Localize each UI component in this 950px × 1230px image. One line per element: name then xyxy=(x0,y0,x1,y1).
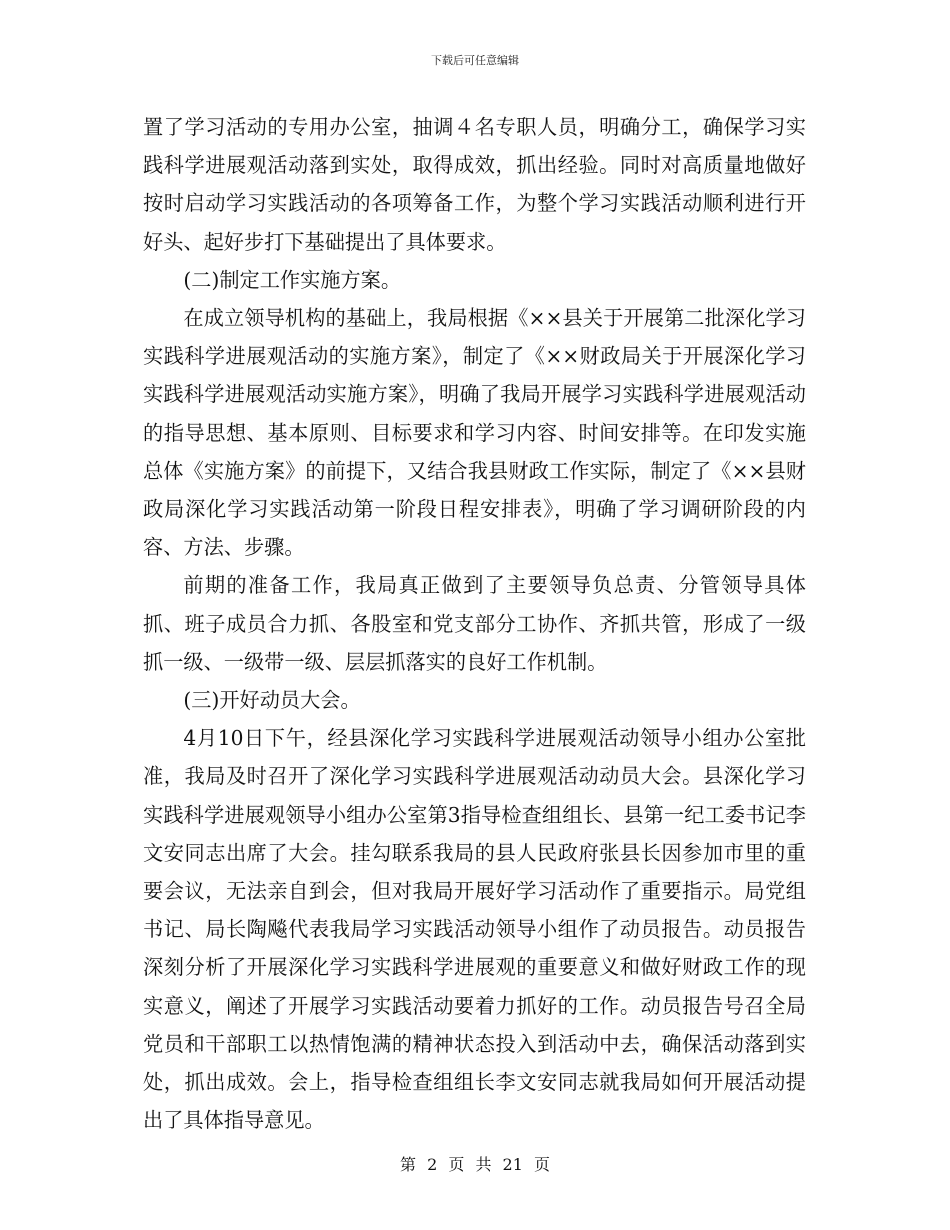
body-paragraph: 前期的准备工作，我局真正做到了主要领导负总责、分管领导具体抓、班子成员合力抓、各股室和党支部分工协作、齐抓共管，形成了一级抓一级、一级带一级、层层抓落实的良好工作机制。 xyxy=(143,573,806,674)
section-heading: (二)制定工作实施方案。 xyxy=(183,267,402,292)
section-heading: (三)开好动员大会。 xyxy=(183,688,361,713)
body-paragraph: 4月10日下午，经县深化学习实践科学进展观活动领导小组办公室批准，我局及时召开了深化学习实践科学进展观活动动员大会。县深化学习实践科学进展观领导小组办公室第3指导检查组组长、县第一纪工委书记李文安同志出席了大会。挂勾联系我局的县人民政府张县长因参加市里的重要会议，无法亲自到会，但对我局开展好学习活动作了重要指示。局党组书记、局长陶飚代表我局学习实践活动领导小组作了动员报告。动员报告深刻分析了开展深化学习实践科学进展观的重要意义和做好财政工作的现实意义，阐述了开展学习实践活动要着力抓好的工作。动员报告号召全局党员和干部职工以热情饱满的精神状态投入到活动中去，确保活动落到实处，抓出成效。会上，指导检查组组长李文安同志就我局如何开展活动提出了具体指导意见。 xyxy=(143,726,806,1133)
document-body xyxy=(143,108,806,1139)
page-header-note: 下载后可任意编辑 xyxy=(431,54,519,67)
page-number-footer: 第 2 页 共 21 页 xyxy=(400,1155,550,1174)
body-paragraph: 在成立领导机构的基础上，我局根据《××县关于开展第二批深化学习实践科学进展观活动的实施方案》，制定了《××财政局关于开展深化学习实践科学进展观活动实施方案》，明确了我局开展学习实践科学进展观活动的指导思想、基本原则、目标要求和学习内容、时间安排等。在印发实施总体《实施方案》的前提下，又结合我县财政工作实际，制定了《××县财政局深化学习实践活动第一阶段日程安排表》，明确了学习调研阶段的内容、方法、步骤。 xyxy=(143,306,806,560)
body-paragraph: 置了学习活动的专用办公室，抽调４名专职人员，明确分工，确保学习实践科学进展观活动落到实处，取得成效，抓出经验。同时对高质量地做好按时启动学习实践活动的各项筹备工作，为整个学习实践活动顺利进行开好头、起好步打下基础提出了具体要求。 xyxy=(143,115,806,254)
